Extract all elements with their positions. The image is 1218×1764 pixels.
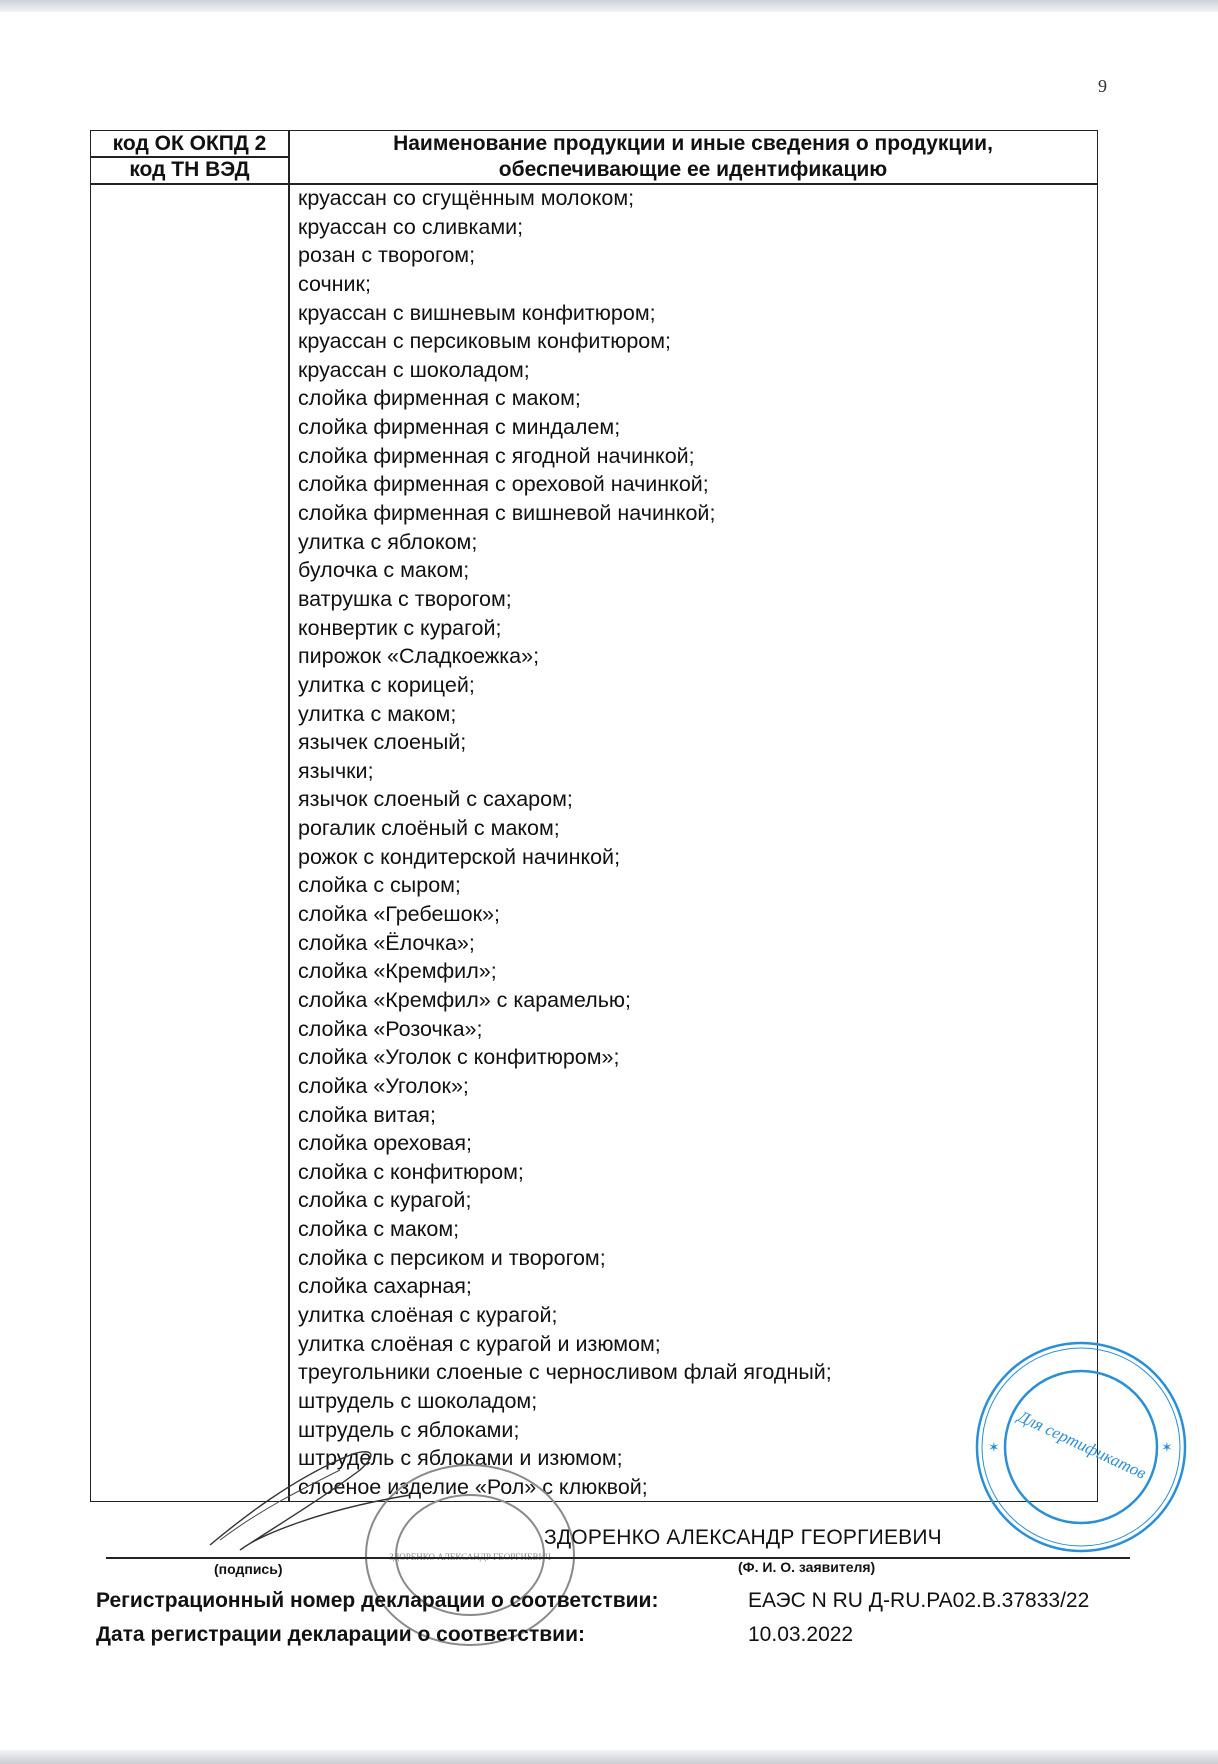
- product-item: язычок слоеный с сахаром;: [298, 787, 573, 812]
- product-item: улитка слоёная с курагой и изюмом;: [298, 1331, 661, 1356]
- product-item: слойка фирменная с вишневой начинкой;: [298, 501, 716, 526]
- registration-date-value: 10.03.2022: [748, 1623, 854, 1646]
- header-code-tnved: код ТН ВЭД: [129, 158, 250, 181]
- product-item: треугольники слоеные с черносливом флай ягодный;: [298, 1360, 832, 1385]
- product-item: рожок с кондитерской начинкой;: [298, 844, 621, 869]
- product-item: конвертик с курагой;: [298, 615, 502, 640]
- scan-edge-bottom: [0, 1750, 1218, 1764]
- product-item: улитка с яблоком;: [298, 529, 478, 554]
- caption-signature: (подпись): [214, 1561, 283, 1577]
- product-item: пирожок «Сладкоежка»;: [298, 644, 540, 669]
- product-item: слойка с сыром;: [298, 873, 461, 898]
- column-divider: [288, 131, 290, 1501]
- product-item: слойка «Кремфил» с карамелью;: [298, 987, 632, 1012]
- product-item: круассан со сливками;: [298, 214, 524, 239]
- scan-edge-top: [0, 0, 1218, 12]
- product-item: слойка с маком;: [298, 1217, 460, 1242]
- company-stamp: [966, 1332, 1196, 1562]
- signature-line: [106, 1557, 1130, 1559]
- product-item: слойка «Розочка»;: [298, 1016, 483, 1041]
- header-title-line2: обеспечивающие ее идентификацию: [498, 158, 888, 181]
- product-item: слойка «Уголок с конфитюром»;: [298, 1045, 620, 1070]
- header-code-okpd: код ОК ОКПД 2: [112, 132, 267, 155]
- product-item: слоеное изделие «Рол» с клюквой;: [298, 1474, 648, 1499]
- product-item: язычек слоеный;: [298, 730, 467, 755]
- product-item: слойка «Ёлочка»;: [298, 930, 475, 955]
- product-item: круассан со сгущённым молоком;: [298, 186, 635, 210]
- product-item: улитка с корицей;: [298, 672, 475, 697]
- handwritten-signature: [200, 1440, 420, 1560]
- product-item: розан с творогом;: [298, 243, 476, 268]
- product-item: слойка «Уголок»;: [298, 1073, 469, 1098]
- applicant-name: ЗДОРЕНКО АЛЕКСАНДР ГЕОРГИЕВИЧ: [544, 1526, 942, 1549]
- product-item: штрудель с яблоками и изюмом;: [298, 1446, 623, 1471]
- product-item: слойка фирменная с ореховой начинкой;: [298, 472, 709, 497]
- product-item: штрудель с шоколадом;: [298, 1388, 538, 1413]
- product-table: [90, 130, 1098, 1502]
- registration-number-label: Регистрационный номер декларации о соответствии:: [96, 1589, 659, 1612]
- product-item: круассан с шоколадом;: [298, 357, 530, 382]
- product-item: слойка с курагой;: [298, 1188, 472, 1213]
- svg-text:✶: ✶: [1161, 1439, 1173, 1455]
- product-item: слойка фирменная с миндалем;: [298, 415, 621, 440]
- registration-date-label: Дата регистрации декларации о соответствии:: [96, 1623, 585, 1646]
- product-item: штрудель с яблоками;: [298, 1417, 520, 1442]
- caption-fio: (Ф. И. О. заявителя): [738, 1559, 876, 1575]
- product-item: круассан с вишневым конфитюром;: [298, 300, 656, 325]
- product-item: слойка «Кремфил»;: [298, 959, 497, 984]
- registration-number-value: ЕАЭС N RU Д-RU.PA02.B.37833/22: [748, 1589, 1090, 1612]
- product-item: слойка витая;: [298, 1102, 436, 1127]
- product-item: слойка с персиком и творогом;: [298, 1245, 606, 1270]
- page-number: 9: [1098, 76, 1107, 96]
- product-item: слойка ореховая;: [298, 1131, 472, 1156]
- product-item: рогалик слоёный с маком;: [298, 816, 560, 841]
- product-item: язычки;: [298, 758, 374, 783]
- product-item: круассан с персиковым конфитюром;: [298, 329, 671, 354]
- product-item: слойка фирменная с ягодной начинкой;: [298, 443, 695, 468]
- header-product-name: [290, 131, 1096, 183]
- company-stamp-label: Для сертификатов: [1015, 1406, 1150, 1483]
- svg-text:✶: ✶: [988, 1439, 1000, 1455]
- product-item: сочник;: [298, 271, 371, 296]
- product-item: булочка с маком;: [298, 558, 470, 583]
- product-item: слойка сахарная;: [298, 1274, 472, 1299]
- product-item: слойка с конфитюром;: [298, 1159, 524, 1184]
- product-item: ватрушка с творогом;: [298, 586, 512, 611]
- product-item: слойка «Гребешок»;: [298, 902, 500, 927]
- product-item: улитка с маком;: [298, 701, 457, 726]
- product-list: [298, 184, 1088, 1501]
- product-item: слойка фирменная с маком;: [298, 386, 581, 411]
- header-title-line1: Наименование продукции и иные сведения о продукции,: [393, 132, 993, 155]
- product-item: улитка слоёная с курагой;: [298, 1302, 558, 1327]
